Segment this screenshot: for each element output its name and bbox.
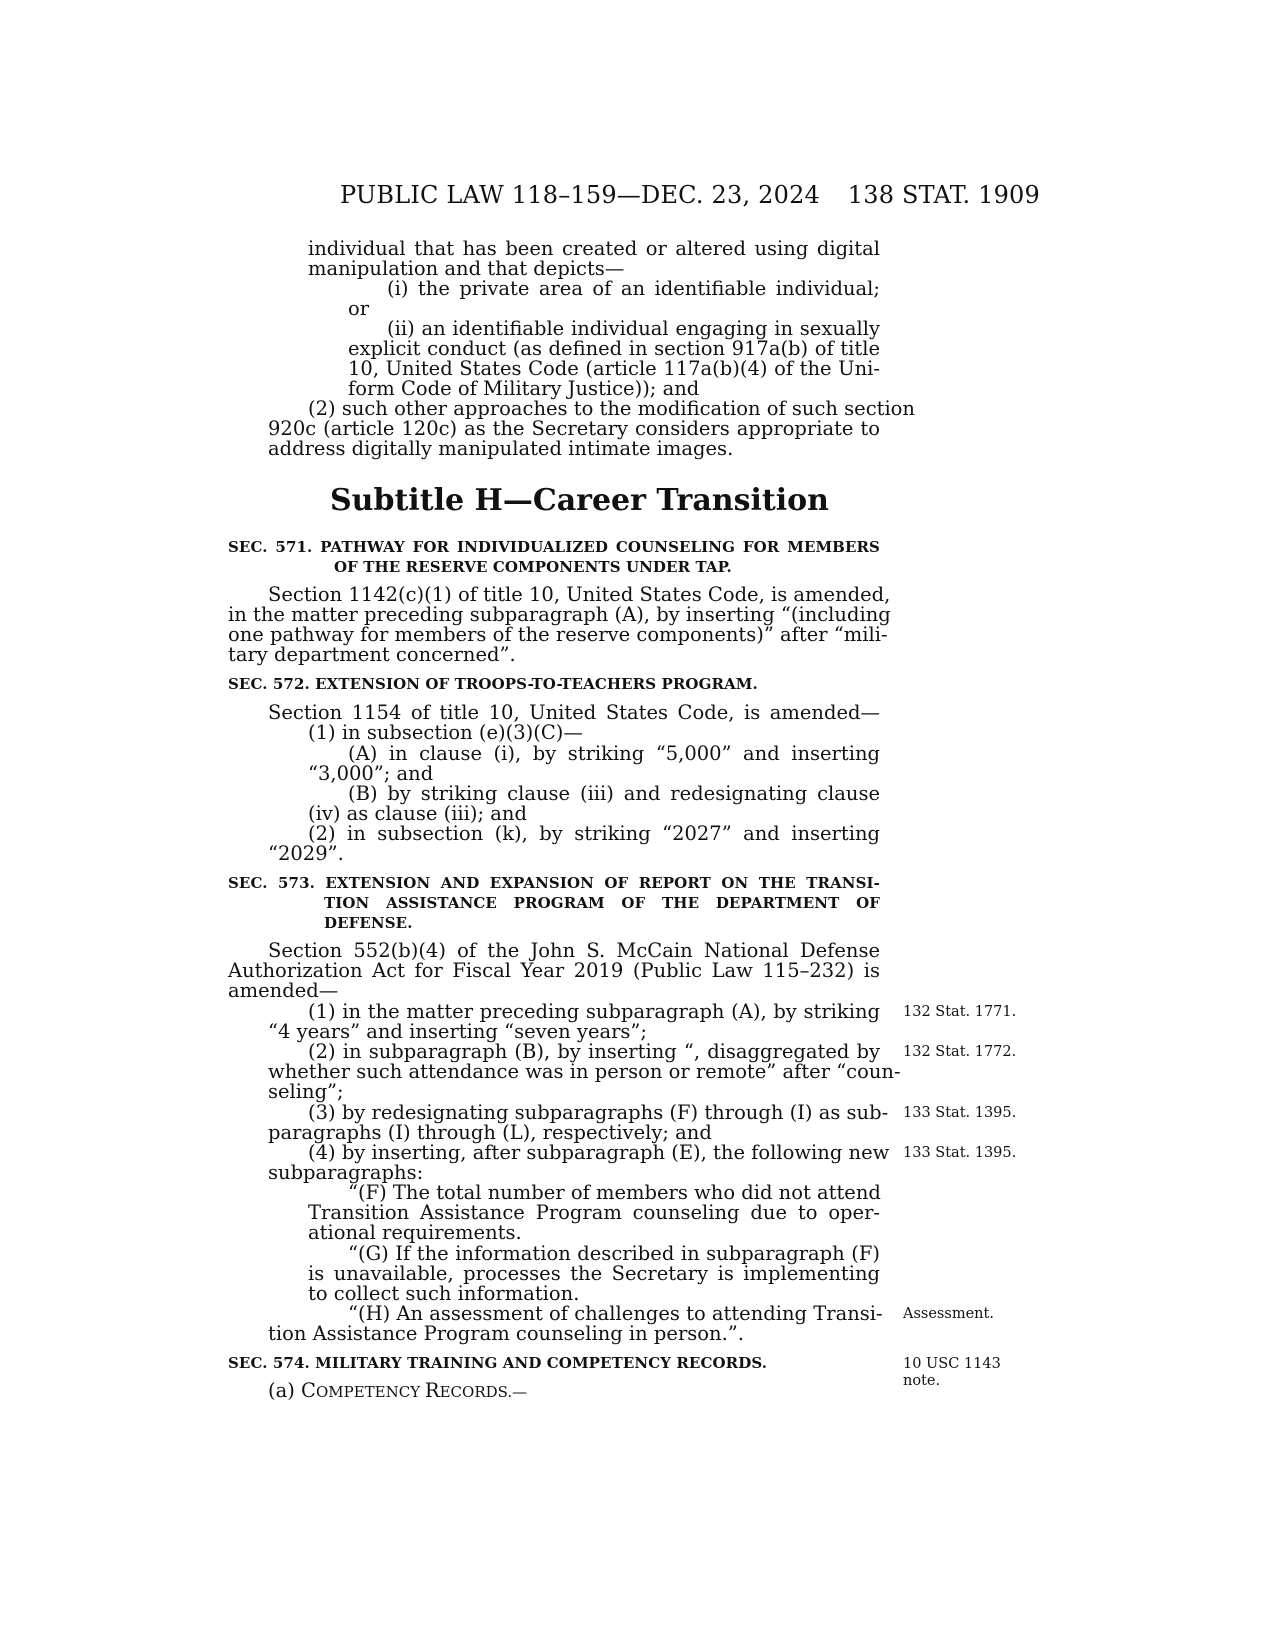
text-line: “2029”. bbox=[268, 842, 344, 865]
text-line: (i) the private area of an identifiable individual; bbox=[387, 277, 880, 300]
text-line: address digitally manipulated intimate images. bbox=[268, 437, 734, 460]
margin-note: 133 Stat. 1395. bbox=[903, 1105, 1017, 1121]
text-line: (iv) as clause (iii); and bbox=[308, 802, 527, 825]
margin-note: 132 Stat. 1771. bbox=[903, 1004, 1017, 1020]
text-line: to collect such information. bbox=[308, 1282, 580, 1305]
text-line: Section 1142(c)(1) of title 10, United States Code, is amended, bbox=[268, 583, 891, 606]
text-line: “(F) The total number of members who did not attend bbox=[348, 1181, 881, 1204]
text-line: (A) in clause (i), by striking “5,000” and inserting bbox=[348, 742, 880, 765]
text-line: tary department concerned”. bbox=[228, 643, 516, 666]
text-line: form Code of Military Justice)); and bbox=[348, 377, 700, 400]
margin-note bbox=[903, 1356, 1001, 1390]
smallcaps-rest: ECORDS.— bbox=[439, 1383, 528, 1401]
subsection-prefix: (a) bbox=[268, 1379, 302, 1402]
text-line: 920c (article 120c) as the Secretary considers appropriate to bbox=[268, 417, 880, 440]
text-line: explicit conduct (as defined in section 917a(b) of title bbox=[348, 337, 880, 360]
margin-note: 133 Stat. 1395. bbox=[903, 1145, 1017, 1161]
section-heading: TION ASSISTANCE PROGRAM OF THE DEPARTMENT OF bbox=[324, 894, 880, 912]
text-line: (B) by striking clause (iii) and redesignating clause bbox=[348, 782, 880, 805]
text-line: (1) in the matter preceding subparagraph (A), by striking bbox=[308, 1000, 880, 1023]
section-heading: SEC. 571. PATHWAY FOR INDIVIDUALIZED COUNSELING FOR MEMBERS bbox=[228, 538, 880, 556]
text-line: “(H) An assessment of challenges to attending Transi- bbox=[348, 1302, 883, 1325]
subtitle-heading: Subtitle H—Career Transition bbox=[330, 483, 829, 518]
text-line: (ii) an identifiable individual engaging in sexually bbox=[387, 317, 880, 340]
header-public-law: PUBLIC LAW 118–159—DEC. 23, 2024 bbox=[340, 181, 821, 209]
text-line: Section 1154 of title 10, United States Code, is amended— bbox=[268, 701, 880, 724]
section-heading: DEFENSE. bbox=[324, 914, 413, 932]
text-line: Section 552(b)(4) of the John S. McCain National Defense bbox=[268, 939, 880, 962]
section-heading: SEC. 574. MILITARY TRAINING AND COMPETENCY RECORDS. bbox=[228, 1354, 768, 1372]
smallcaps-initial: C bbox=[301, 1379, 316, 1402]
text-line: Authorization Act for Fiscal Year 2019 (Public Law 115–232) is bbox=[228, 959, 880, 982]
text-line: in the matter preceding subparagraph (A), by inserting “(including bbox=[228, 603, 891, 626]
text-line: (2) in subparagraph (B), by inserting “, disaggregated by bbox=[308, 1040, 880, 1063]
subsection-heading bbox=[268, 1380, 527, 1403]
text-line: whether such attendance was in person or remote” after “coun- bbox=[268, 1060, 901, 1083]
smallcaps-initial: R bbox=[424, 1379, 440, 1402]
margin-note: Assessment. bbox=[903, 1306, 994, 1322]
text-line: is unavailable, processes the Secretary is implementing bbox=[308, 1262, 880, 1285]
text-line: (2) such other approaches to the modification of such section bbox=[308, 397, 915, 420]
section-heading: SEC. 573. EXTENSION AND EXPANSION OF REPORT ON THE TRANSI- bbox=[228, 874, 880, 892]
text-line: “(G) If the information described in subparagraph (F) bbox=[348, 1242, 880, 1265]
text-line: ational requirements. bbox=[308, 1221, 522, 1244]
text-line: “4 years” and inserting “seven years”; bbox=[268, 1020, 647, 1043]
margin-note-line: 10 USC 1143 bbox=[903, 1356, 1001, 1372]
margin-note-line: note. bbox=[903, 1373, 941, 1389]
text-line: (1) in subsection (e)(3)(C)— bbox=[308, 721, 583, 744]
text-line: 10, United States Code (article 117a(b)(4) of the Uni- bbox=[348, 357, 880, 380]
text-line: tion Assistance Program counseling in person.”. bbox=[268, 1322, 744, 1345]
text-line: individual that has been created or altered using digital bbox=[308, 237, 880, 260]
text-line: subparagraphs: bbox=[268, 1161, 424, 1184]
smallcaps-rest: OMPETENCY bbox=[315, 1383, 425, 1401]
header-stat-page: 138 STAT. 1909 bbox=[847, 181, 1040, 209]
text-line: Transition Assistance Program counseling due to oper- bbox=[308, 1201, 880, 1224]
text-line: (3) by redesignating subparagraphs (F) through (I) as sub- bbox=[308, 1101, 889, 1124]
section-heading: OF THE RESERVE COMPONENTS UNDER TAP. bbox=[334, 558, 732, 576]
text-line: one pathway for members of the reserve components)” after “mili- bbox=[228, 623, 888, 646]
text-line: “3,000”; and bbox=[308, 762, 434, 785]
text-line: paragraphs (I) through (L), respectively; and bbox=[268, 1121, 712, 1144]
section-heading: SEC. 572. EXTENSION OF TROOPS-TO-TEACHERS PROGRAM. bbox=[228, 675, 758, 693]
text-line: amended— bbox=[228, 979, 339, 1002]
text-line: (2) in subsection (k), by striking “2027” and inserting bbox=[308, 822, 880, 845]
text-line: manipulation and that depicts— bbox=[308, 257, 625, 280]
text-line: or bbox=[348, 297, 370, 320]
text-line: seling”; bbox=[268, 1080, 344, 1103]
margin-note: 132 Stat. 1772. bbox=[903, 1044, 1017, 1060]
text-line: (4) by inserting, after subparagraph (E), the following new bbox=[308, 1141, 890, 1164]
